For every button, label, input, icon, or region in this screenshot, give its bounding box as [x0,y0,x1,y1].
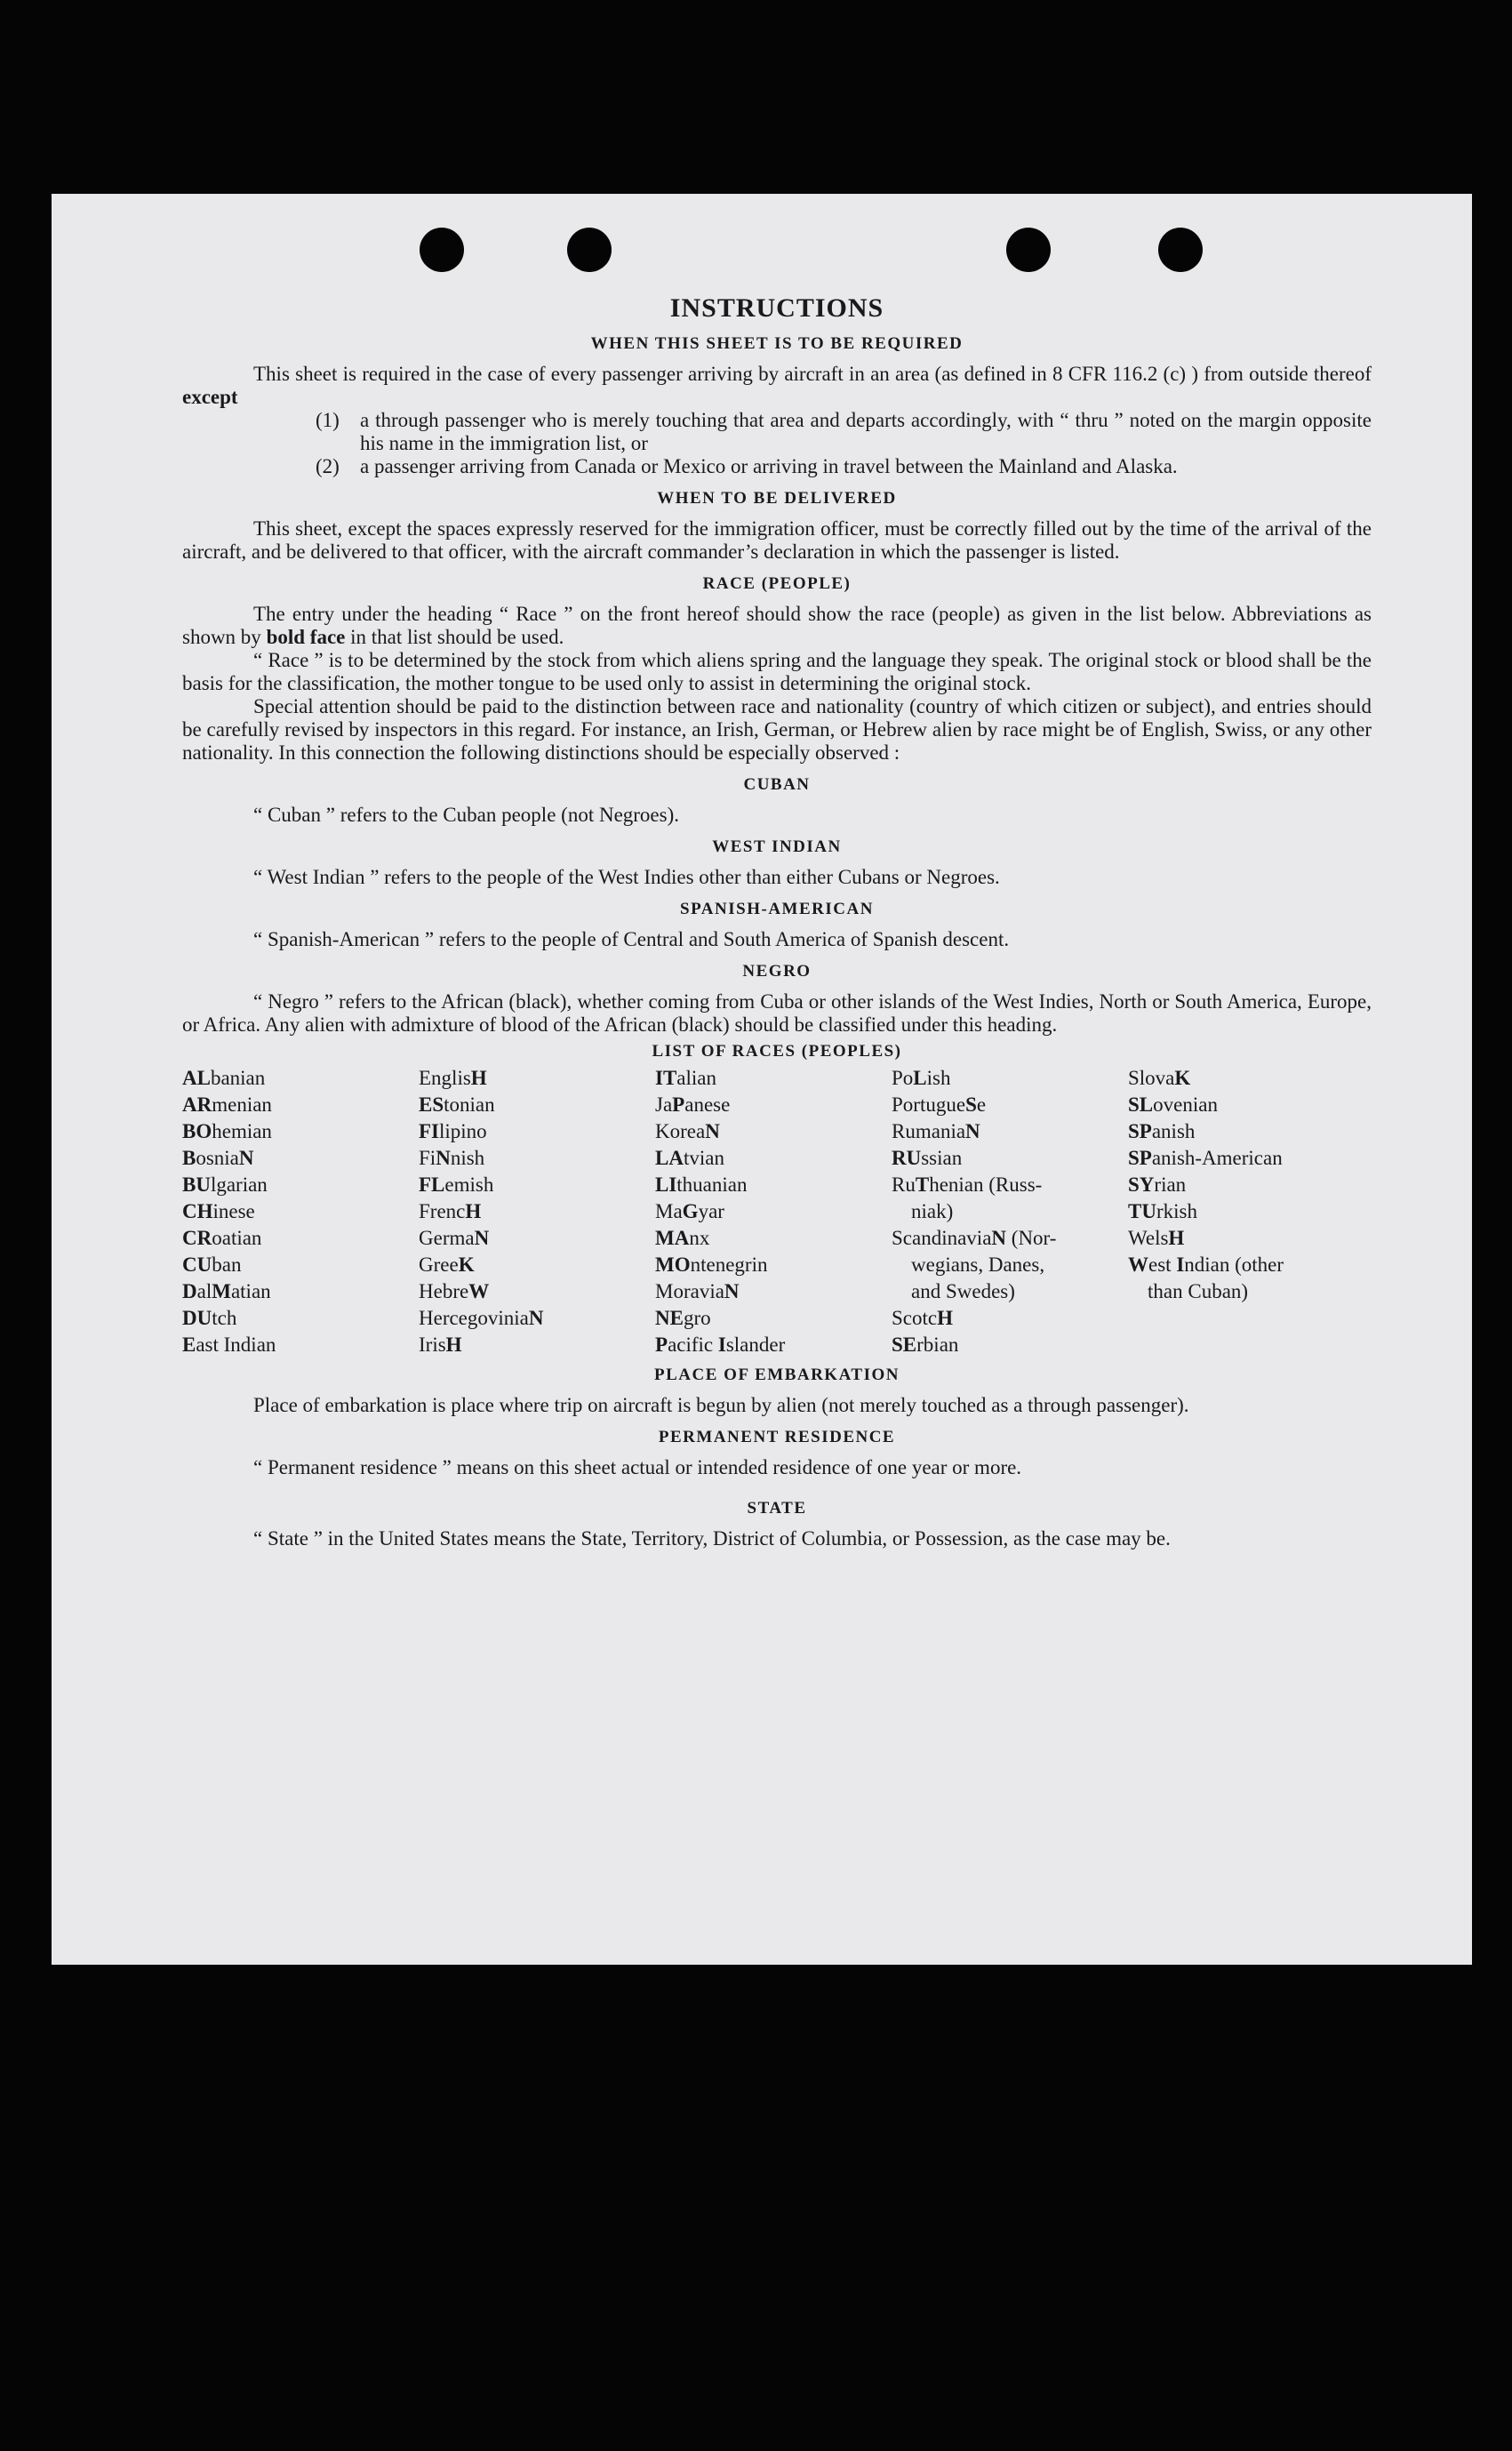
race-entry: NEgro [655,1307,711,1329]
race-entry: CRoatian [182,1227,262,1249]
race-entry: EnglisH [419,1067,487,1089]
race-entry: GreeK [419,1254,475,1276]
section-heading-when-required: WHEN THIS SHEET IS TO BE REQUIRED [590,334,964,353]
race-entry: ITalian [655,1067,716,1089]
race-entry: RUssian [892,1147,963,1169]
races-column [182,1065,419,1358]
race-entry: GermaN [419,1227,490,1249]
section-heading-when-delivered: WHEN TO BE DELIVERED [657,489,897,508]
place-of-embarkation-text: Place of embarkation is place where trip on aircraft is begun by alien (not merely touched as a through passenger). [253,1394,1189,1416]
race-entry: DUtch [182,1307,237,1329]
race-entry: FIlipino [419,1120,487,1142]
negro-text: “ Negro ” refers to the African (black), whether coming from Cuba or other islands of the West Indies, North or South America, Europe, or Africa. Any alien with admixture of blood of the African (black) should be classified under this heading. [182,990,1372,1036]
race-entry: PortugueSe [892,1093,987,1116]
punch-hole [1006,228,1051,272]
when-required-intro: This sheet is required in the case of every passenger arriving by aircraft in an area (as defined in 8 CFR 116.2 (c) ) from outside thereof except [182,363,1372,408]
races-column [1128,1065,1372,1358]
punch-hole [567,228,612,272]
section-heading-cuban: CUBAN [743,775,811,794]
section-heading-negro: NEGRO [742,962,812,981]
section-heading-list-of-races: LIST OF RACES (PEOPLES) [652,1042,902,1061]
race-entry: JaPanese [655,1093,731,1116]
race-entry: EStonian [419,1093,495,1116]
race-entry: SYrian [1128,1173,1187,1196]
race-entry: HercegoviniaN [419,1307,544,1329]
race-entry: LAtvian [655,1147,724,1169]
race-entry: SPanish-American [1128,1147,1283,1169]
race-entry: MOntenegrin [655,1254,768,1276]
race-entry: CHinese [182,1200,255,1222]
punch-hole [1158,228,1203,272]
spanish-american-text: “ Spanish-American ” refers to the people of Central and South America of Spanish descent. [253,928,1010,950]
races-list [182,1065,1372,1358]
section-heading-race: RACE (PEOPLE) [702,574,852,593]
race-entry: SErbian [892,1334,959,1356]
race-entry: ScotcH [892,1307,953,1329]
race-entry: and Swedes) [911,1280,1015,1302]
race-entry: MoraviaN [655,1280,740,1302]
race-entry: IrisH [419,1334,462,1356]
race-entry: BosniaN [182,1147,254,1169]
race-entry: TUrkish [1128,1200,1197,1222]
west-indian-text: “ West Indian ” refers to the people of the West Indies other than either Cubans or Negroes. [253,866,1000,888]
race-entry: BUlgarian [182,1173,268,1196]
race-entry: MAnx [655,1227,710,1249]
instructions-content [182,293,1372,1550]
race-entry: SlovaK [1128,1067,1191,1089]
race-entry: East Indian [182,1334,276,1356]
race-entry: FLemish [419,1173,494,1196]
section-heading-place-of-embarkation: PLACE OF EMBARKATION [654,1366,900,1384]
race-entry: CUban [182,1254,242,1276]
race-paragraph-3: Special attention should be paid to the distinction between race and nationality (country of which citizen or subject), and entries should be carefully revised by inspectors in this regard. For instance, an Irish, German, or Hebrew alien by race might be of English, Swiss, or any other nationality. In this connection the following distinctions should be especially observed : [182,695,1372,764]
race-paragraph-2: “ Race ” is to be determined by the stock from which aliens spring and the language they speak. The original stock or blood shall be the basis for the classification, the mother tongue to be used only to assist in determining the original stock. [182,649,1372,694]
when-delivered-text: This sheet, except the spaces expressly reserved for the immigration officer, must be correctly filled out by the time of the arrival of the aircraft, and be delivered to that officer, with the aircraft commander’s declaration in which the passenger is listed. [182,517,1372,563]
race-entry: KoreaN [655,1120,720,1142]
races-column [655,1065,892,1358]
race-entry: SPanish [1128,1120,1196,1142]
section-heading-west-indian: WEST INDIAN [712,837,842,856]
race-entry: wegians, Danes, [911,1254,1045,1276]
race-entry: West Indian (other [1128,1254,1284,1276]
race-entry: LIthuanian [655,1173,748,1196]
cuban-text: “ Cuban ” refers to the Cuban people (not Negroes). [253,804,680,826]
race-entry: BOhemian [182,1120,272,1142]
section-heading-permanent-residence: PERMANENT RESIDENCE [658,1428,896,1446]
race-entry: MaGyar [655,1200,724,1222]
race-entry: niak) [911,1200,954,1222]
section-heading-spanish-american: SPANISH-AMERICAN [680,900,874,918]
race-entry: ARmenian [182,1093,272,1116]
race-entry: FrencH [419,1200,482,1222]
list-item: (2) a passenger arriving from Canada or Mexico or arriving in travel between the Mainland and Alaska. [316,455,1178,477]
list-item: (1) a through passenger who is merely touching that area and departs accordingly, with “ thru ” noted on the margin opposite his name in the immigration list, or [316,409,1372,454]
page-title: INSTRUCTIONS [669,293,884,323]
permanent-residence-text: “ Permanent residence ” means on this sheet actual or intended residence of one year or more. [253,1456,1022,1478]
races-column [419,1065,655,1358]
punch-hole [420,228,464,272]
race-entry: WelsH [1128,1227,1185,1249]
race-entry: HebreW [419,1280,490,1302]
races-column [892,1065,1128,1358]
race-entry: Pacific Islander [655,1334,786,1356]
race-entry: PoLish [892,1067,951,1089]
race-entry: than Cuban) [1148,1280,1249,1302]
race-entry: DalMatian [182,1280,271,1302]
section-heading-state: STATE [747,1499,807,1518]
state-text: “ State ” in the United States means the State, Territory, District of Columbia, or Possession, as the case may be. [253,1527,1171,1550]
race-entry: RuThenian (Russ- [892,1173,1043,1196]
instruction-sheet [52,194,1472,1965]
race-entry: ScandinaviaN (Nor- [892,1227,1057,1249]
race-entry: SLovenian [1128,1093,1218,1116]
race-entry: FiNnish [419,1147,485,1169]
race-entry: ALbanian [182,1067,266,1089]
race-entry: RumaniaN [892,1120,980,1142]
race-paragraph-1: The entry under the heading “ Race ” on the front hereof should show the race (people) as given in the list below. Abbreviations as shown by bold face in that list should be used. [182,603,1372,648]
